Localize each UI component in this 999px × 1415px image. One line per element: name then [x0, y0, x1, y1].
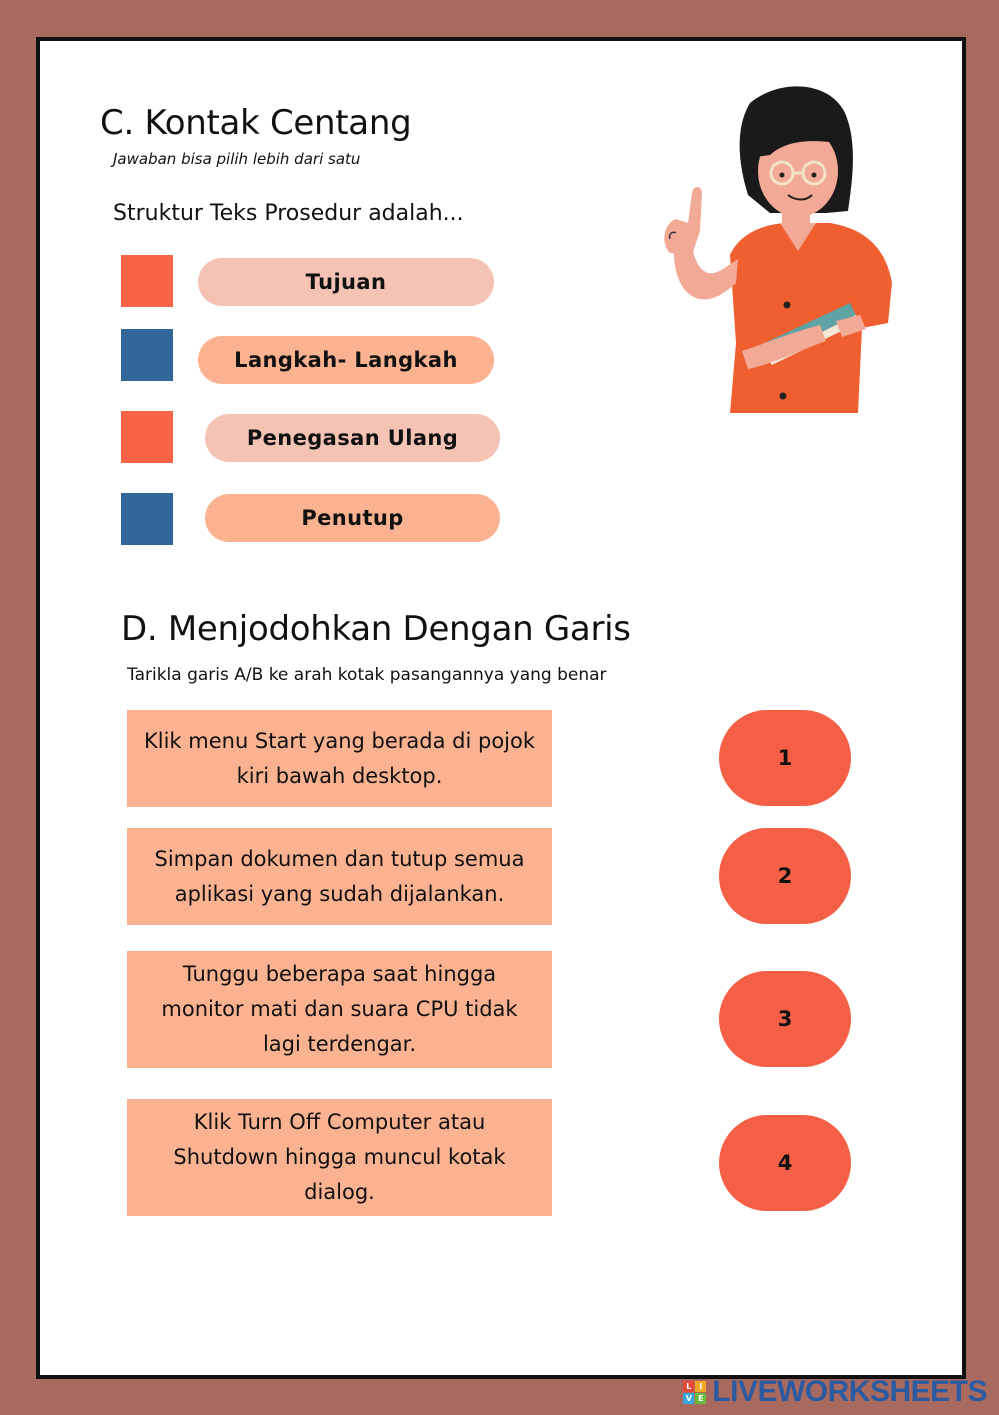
- option-label: Langkah- Langkah: [234, 348, 458, 372]
- checkbox-option-2[interactable]: [121, 329, 173, 381]
- checkbox-option-1[interactable]: [121, 255, 173, 307]
- statement-text: Klik Turn Off Computer atau Shutdown hingga muncul kotak dialog.: [173, 1110, 506, 1204]
- option-pill-4: [205, 494, 500, 542]
- option-label: Tujuan: [305, 270, 387, 294]
- option-pill-1: [198, 258, 494, 306]
- match-target-1[interactable]: [719, 710, 851, 806]
- logo-letter-grid: [683, 1381, 706, 1404]
- match-target-2[interactable]: [719, 828, 851, 924]
- section-d-instruction: Tarikla garis A/B ke arah kotak pasangannya yang benar: [127, 665, 607, 685]
- option-label: Penutup: [301, 506, 404, 530]
- statement-text: Klik menu Start yang berada di pojok kiri bawah desktop.: [143, 728, 536, 788]
- logo-text: LIVEWORKSHEETS: [712, 1375, 987, 1408]
- section-c-instruction: Jawaban bisa pilih lebih dari satu: [113, 150, 361, 168]
- liveworksheets-logo: [683, 1375, 987, 1409]
- logo-letter: V: [683, 1393, 694, 1404]
- section-c-question: Struktur Teks Prosedur adalah...: [113, 201, 464, 226]
- option-label: Penegasan Ulang: [246, 426, 459, 450]
- worksheet-page: [36, 37, 966, 1379]
- logo-letter: E: [695, 1393, 706, 1404]
- teacher-pointing-illustration: [630, 83, 900, 419]
- match-statement-2[interactable]: [127, 828, 552, 925]
- target-number: 4: [777, 1151, 793, 1175]
- target-number: 3: [777, 1007, 793, 1031]
- match-statement-3[interactable]: [127, 951, 552, 1068]
- statement-text: Tunggu beberapa saat hingga monitor mati dan suara CPU tidak lagi terdengar.: [161, 962, 518, 1056]
- option-pill-3: [205, 414, 500, 462]
- match-statement-1[interactable]: [127, 710, 552, 807]
- match-statement-4[interactable]: [127, 1099, 552, 1216]
- checkbox-option-3[interactable]: [121, 411, 173, 463]
- match-target-3[interactable]: [719, 971, 851, 1067]
- target-number: 2: [777, 864, 793, 888]
- target-number: 1: [777, 746, 793, 770]
- section-c-title: C. Kontak Centang: [100, 103, 412, 143]
- option-pill-2: [198, 336, 494, 384]
- match-target-4[interactable]: [719, 1115, 851, 1211]
- logo-letter: L: [683, 1381, 694, 1392]
- logo-letter: I: [695, 1381, 706, 1392]
- section-d-title: D. Menjodohkan Dengan Garis: [121, 609, 631, 649]
- checkbox-option-4[interactable]: [121, 493, 173, 545]
- statement-text: Simpan dokumen dan tutup semua aplikasi yang sudah dijalankan.: [154, 846, 525, 906]
